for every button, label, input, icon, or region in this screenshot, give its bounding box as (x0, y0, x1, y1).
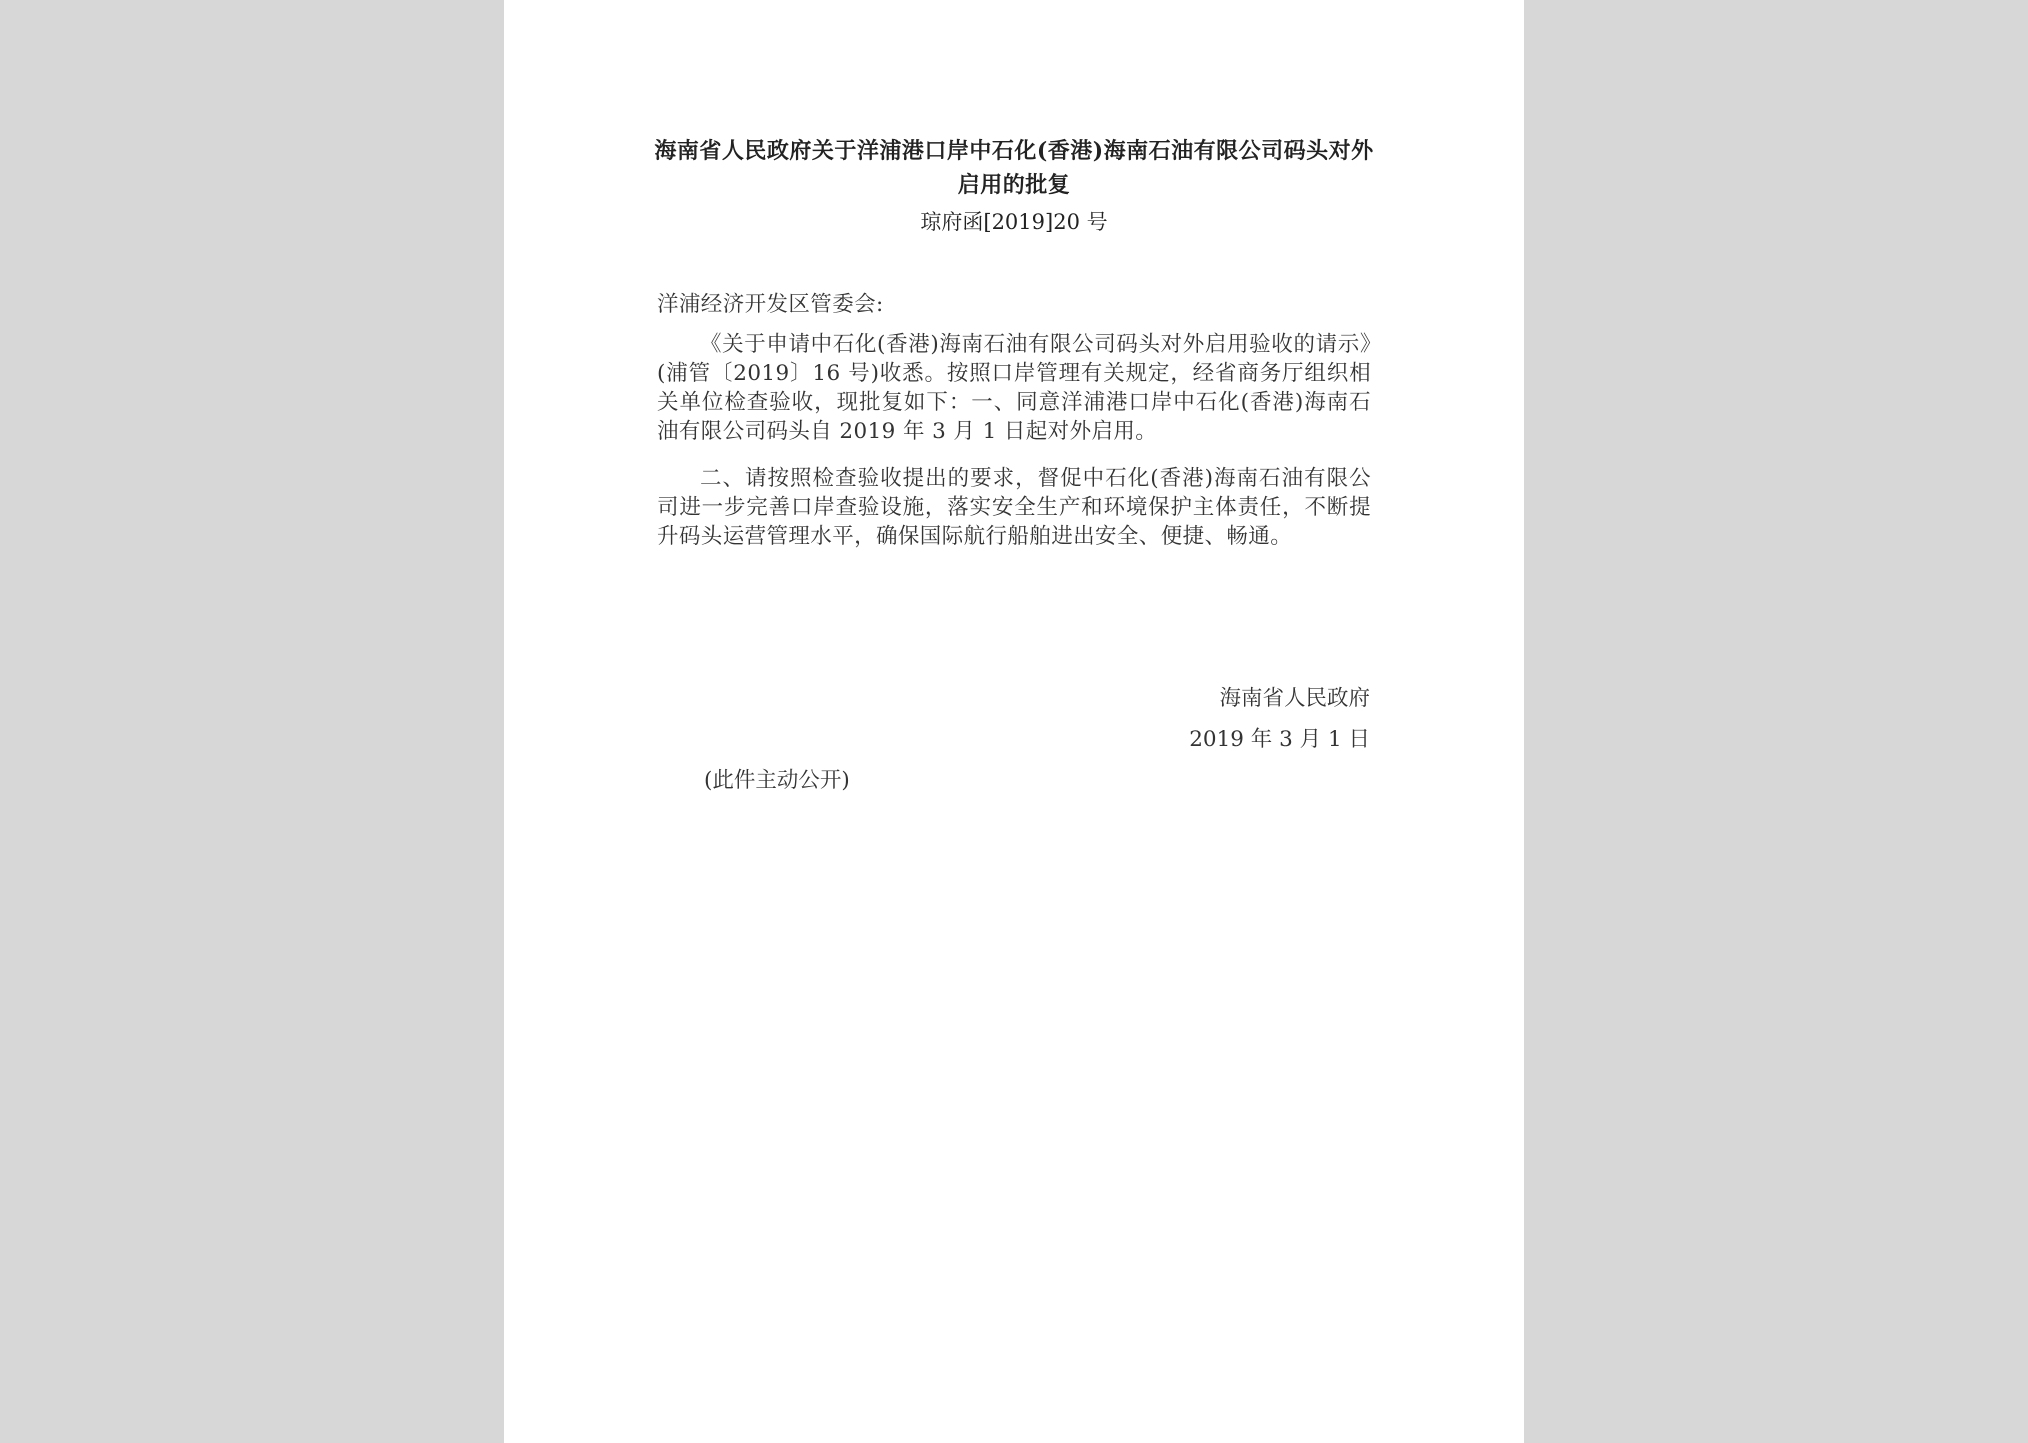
document-title: 海南省人民政府关于洋浦港口岸中石化(香港)海南石油有限公司码头对外启用的批复 (654, 138, 1374, 198)
paragraph: 《关于申请中石化(香港)海南石油有限公司码头对外启用验收的请示》(浦管〔2019〕16 号)收悉。按照口岸管理有关规定，经省商务厅组织相关单位检查验收，现批复如下：一、同意洋浦港口岸中石化(香港)海南石油有限公司码头自 2019 年 3 月 1 日起对外启用。 (657, 332, 1371, 444)
document-page (504, 0, 1524, 1443)
issuer-signature: 海南省人民政府 (1219, 686, 1370, 711)
issue-date: 2019 年 3 月 1 日 (1189, 727, 1370, 752)
disclosure-note: (此件主动公开) (704, 768, 850, 793)
document-number: 琼府函[2019]20 号 (920, 210, 1108, 234)
salutation: 洋浦经济开发区管委会: (657, 292, 884, 317)
paragraph: 二、请按照检查验收提出的要求，督促中石化(香港)海南石油有限公司进一步完善口岸查验设施，落实安全生产和环境保护主体责任，不断提升码头运营管理水平，确保国际航行船舶进出安全、便捷、畅通。 (657, 466, 1371, 549)
